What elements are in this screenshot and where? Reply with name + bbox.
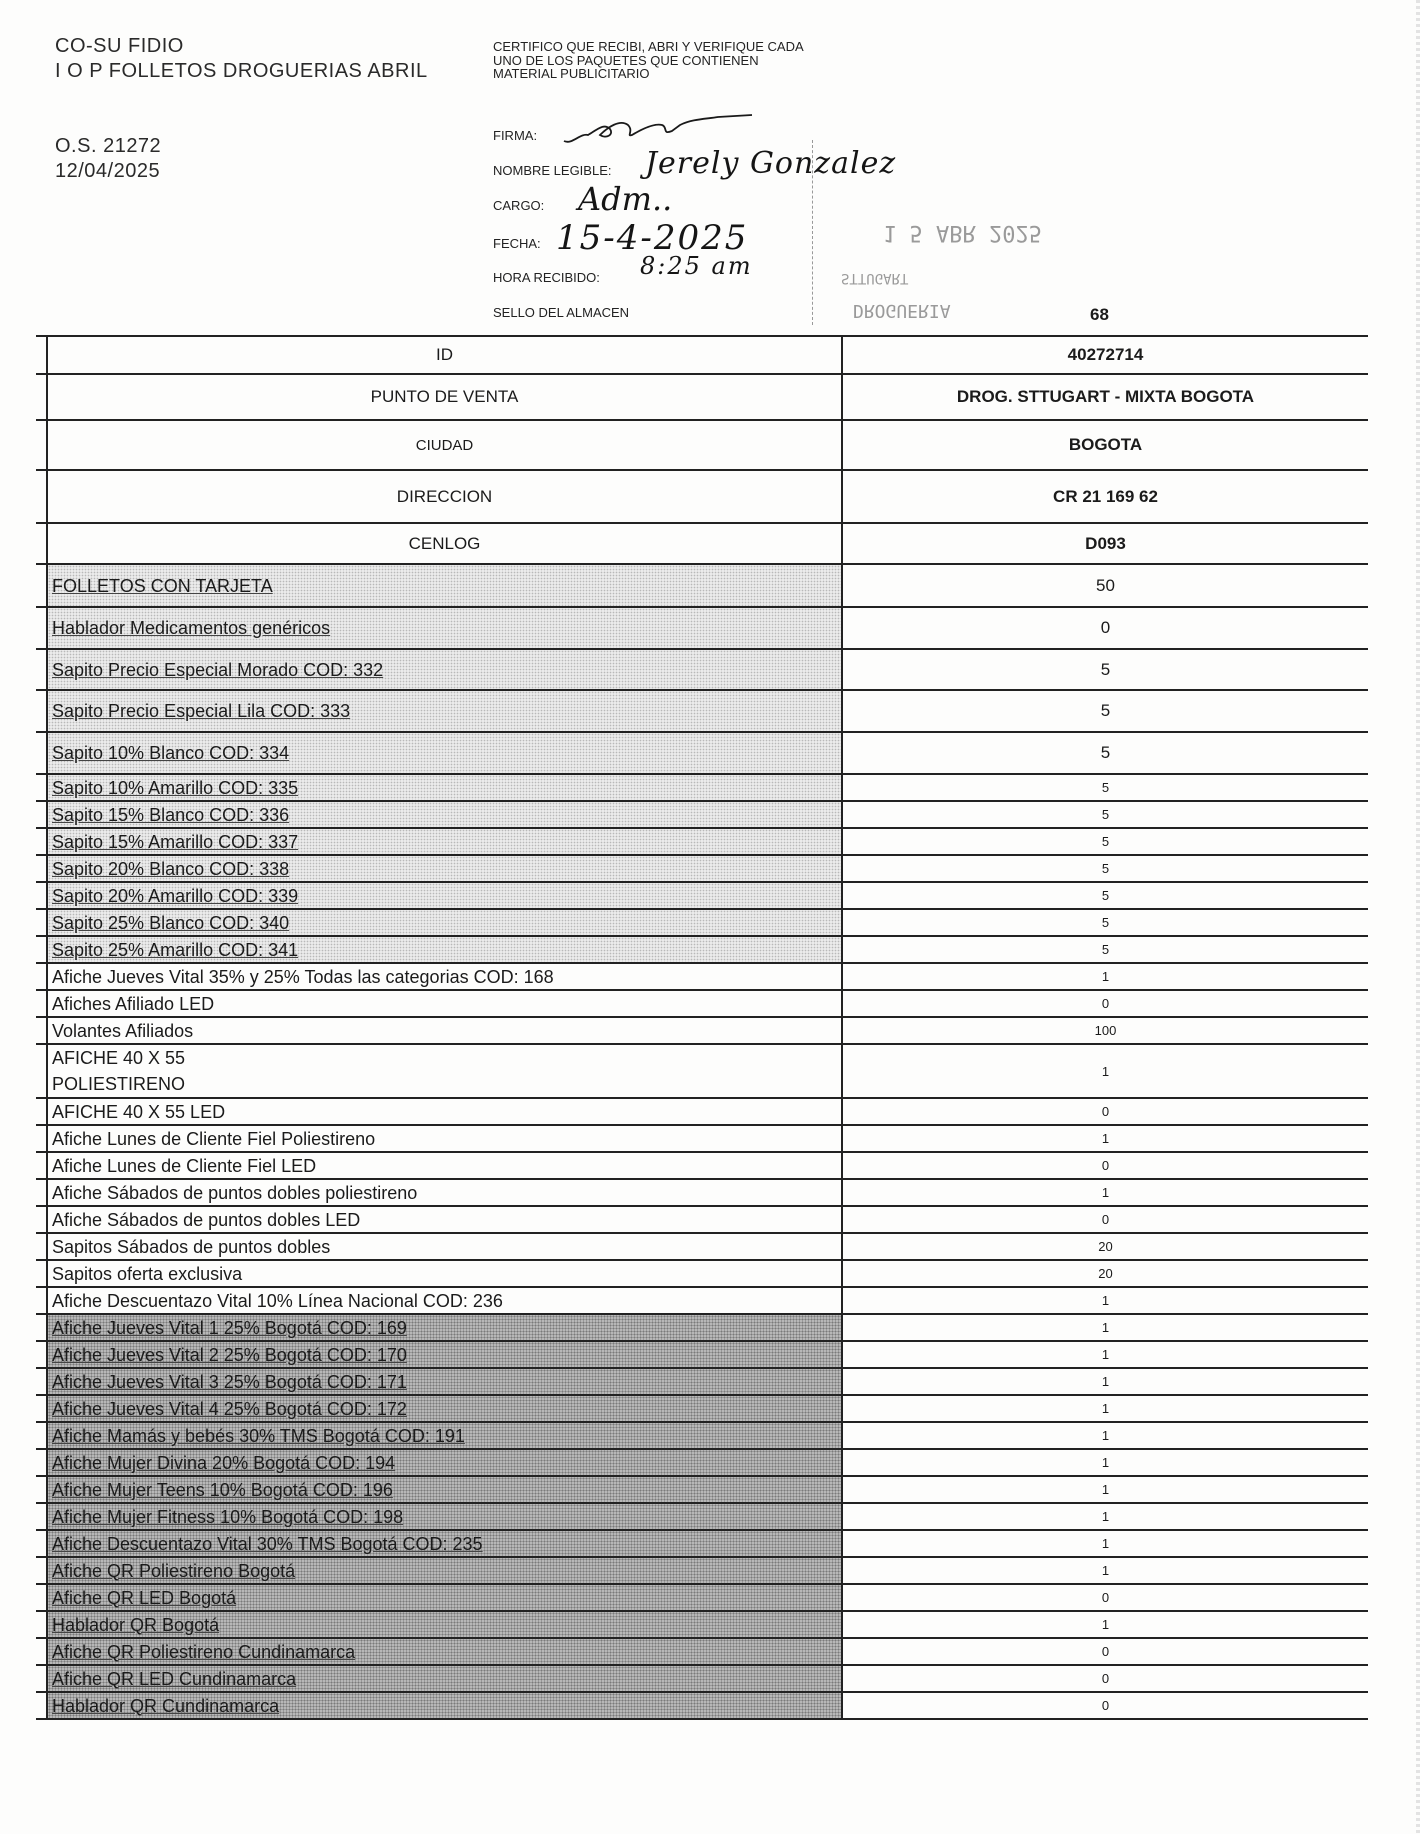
item-label: Sapitos Sábados de puntos dobles — [46, 1234, 843, 1259]
item-row — [36, 1666, 1368, 1693]
item-row — [36, 1477, 1368, 1504]
item-quantity: 0 — [1101, 996, 1110, 1011]
item-row — [36, 1558, 1368, 1585]
stamp-date: 1 5 ABR 2025 — [883, 220, 1042, 245]
item-row — [36, 691, 1368, 733]
item-row — [36, 910, 1368, 937]
item-row — [36, 1261, 1368, 1288]
item-label: FOLLETOS CON TARJETA — [46, 565, 843, 606]
item-quantity: 5 — [1101, 942, 1110, 957]
item-label: Afiche QR LED Bogotá — [46, 1585, 843, 1610]
item-row — [36, 650, 1368, 691]
header-block — [55, 34, 428, 184]
store-stamp — [812, 140, 1113, 325]
item-row — [36, 1342, 1368, 1369]
item-label: Afiche Descuentazo Vital 30% TMS Bogotá COD: 235 — [46, 1531, 843, 1556]
item-label: Afiche Jueves Vital 2 25% Bogotá COD: 170 — [46, 1342, 843, 1367]
item-quantity: 5 — [1100, 743, 1111, 762]
hora-label: HORA RECIBIDO: — [493, 270, 600, 285]
header-line-2: I O P FOLLETOS DROGUERIAS ABRIL — [55, 60, 428, 82]
item-quantity: 1 — [1101, 1401, 1110, 1416]
item-quantity: 0 — [1101, 1212, 1110, 1227]
item-quantity: 1 — [1101, 1347, 1110, 1362]
scan-edge — [1416, 0, 1420, 1834]
nombre-label: NOMBRE LEGIBLE: — [493, 163, 612, 178]
item-quantity: 0 — [1101, 1698, 1110, 1713]
item-label: Sapito 20% Amarillo COD: 339 — [46, 883, 843, 908]
item-row — [36, 775, 1368, 802]
item-quantity: 1 — [1101, 1185, 1110, 1200]
item-quantity: 5 — [1101, 861, 1110, 876]
box-number: 68 — [1090, 305, 1109, 324]
item-quantity: 1 — [1101, 1131, 1110, 1146]
item-quantity: 1 — [1101, 1509, 1110, 1524]
item-row — [36, 1207, 1368, 1234]
item-quantity: 5 — [1101, 834, 1110, 849]
item-label: Afiche Jueves Vital 3 25% Bogotá COD: 171 — [46, 1369, 843, 1394]
delivery-table — [36, 335, 1368, 1720]
signature-image — [558, 105, 758, 150]
item-quantity: 0 — [1101, 1158, 1110, 1173]
info-value: BOGOTA — [1068, 435, 1143, 454]
fecha-handwritten: 15-4-2025 — [556, 218, 749, 258]
item-quantity: 1 — [1101, 1063, 1110, 1079]
item-row — [36, 1288, 1368, 1315]
item-label: Sapito 25% Blanco COD: 340 — [46, 910, 843, 935]
item-quantity: 0 — [1101, 1590, 1110, 1605]
info-label: PUNTO DE VENTA — [46, 375, 843, 419]
item-label: Afiche Mujer Divina 20% Bogotá COD: 194 — [46, 1450, 843, 1475]
item-row — [36, 1126, 1368, 1153]
item-quantity: 1 — [1101, 1320, 1110, 1335]
stamp-line-2: DROGUERIA — [853, 300, 951, 321]
item-row — [36, 883, 1368, 910]
item-row — [36, 1504, 1368, 1531]
info-label: DIRECCION — [46, 471, 843, 522]
item-quantity: 1 — [1101, 1536, 1110, 1551]
item-label: Sapito 25% Amarillo COD: 341 — [46, 937, 843, 962]
item-quantity: 1 — [1101, 1563, 1110, 1578]
item-row — [36, 1315, 1368, 1342]
item-label: Afiche Jueves Vital 4 25% Bogotá COD: 172 — [46, 1396, 843, 1421]
item-label: Sapitos oferta exclusiva — [46, 1261, 843, 1286]
item-row — [36, 964, 1368, 991]
info-row — [36, 335, 1368, 375]
cargo-handwritten: Adm.. — [578, 180, 673, 218]
info-row — [36, 421, 1368, 471]
item-quantity: 1 — [1101, 1428, 1110, 1443]
item-row — [36, 1180, 1368, 1207]
item-label: AFICHE 40 X 55 LED — [46, 1099, 843, 1124]
info-value: DROG. STTUGART - MIXTA BOGOTA — [956, 387, 1255, 406]
item-label: Afiche QR LED Cundinamarca — [46, 1666, 843, 1691]
item-row — [36, 1153, 1368, 1180]
header-line-1: CO-SU FIDIO — [55, 35, 184, 57]
item-row — [36, 1639, 1368, 1666]
sello-label: SELLO DEL ALMACEN — [493, 305, 630, 320]
item-row — [36, 1234, 1368, 1261]
item-quantity: 5 — [1101, 888, 1110, 903]
item-quantity: 5 — [1100, 701, 1111, 720]
item-label: Afiche Lunes de Cliente Fiel Poliestireno — [46, 1126, 843, 1151]
item-label: Hablador Medicamentos genéricos — [46, 608, 843, 648]
item-row — [36, 1612, 1368, 1639]
item-quantity: 20 — [1098, 1266, 1113, 1281]
item-row — [36, 1693, 1368, 1720]
item-label: Afiche Lunes de Cliente Fiel LED — [46, 1153, 843, 1178]
nombre-handwritten: Jerely Gonzalez — [645, 146, 897, 181]
item-label: Sapito 20% Blanco COD: 338 — [46, 856, 843, 881]
item-quantity: 1 — [1101, 1617, 1110, 1632]
item-quantity: 0 — [1101, 1104, 1110, 1119]
item-row — [36, 1531, 1368, 1558]
item-row — [36, 829, 1368, 856]
item-quantity: 1 — [1101, 1455, 1110, 1470]
item-label: Afiche Mujer Fitness 10% Bogotá COD: 198 — [46, 1504, 843, 1529]
item-row — [36, 1018, 1368, 1045]
item-quantity: 100 — [1094, 1023, 1117, 1038]
item-label: Afiche Sábados de puntos dobles poliestireno — [46, 1180, 843, 1205]
item-row — [36, 733, 1368, 775]
info-row — [36, 471, 1368, 524]
info-row — [36, 524, 1368, 565]
header-date: 12/04/2025 — [55, 160, 161, 182]
fecha-label: FECHA: — [493, 236, 541, 251]
item-quantity: 0 — [1100, 618, 1111, 637]
item-label: Sapito Precio Especial Morado COD: 332 — [46, 650, 843, 689]
info-label: ID — [46, 337, 843, 373]
hora-handwritten: 8:25 am — [640, 252, 753, 280]
stamp-line-1: STTUGART — [841, 270, 909, 286]
item-label: Sapito 10% Amarillo COD: 335 — [46, 775, 843, 800]
item-quantity: 0 — [1101, 1671, 1110, 1686]
item-quantity: 1 — [1101, 1482, 1110, 1497]
item-label: Afiche Jueves Vital 1 25% Bogotá COD: 169 — [46, 1315, 843, 1340]
item-quantity: 5 — [1101, 915, 1110, 930]
item-quantity: 1 — [1101, 1374, 1110, 1389]
firma-label: FIRMA: — [493, 128, 538, 143]
item-row — [36, 1450, 1368, 1477]
item-label: Afiche Mujer Teens 10% Bogotá COD: 196 — [46, 1477, 843, 1502]
info-label: CENLOG — [46, 524, 843, 563]
item-label: Afiche Descuentazo Vital 10% Línea Nacional COD: 236 — [46, 1288, 843, 1313]
item-row — [36, 991, 1368, 1018]
info-row — [36, 375, 1368, 421]
item-row — [36, 565, 1368, 608]
item-label: Afiche QR Poliestireno Cundinamarca — [46, 1639, 843, 1664]
item-row — [36, 937, 1368, 964]
item-quantity: 20 — [1098, 1239, 1113, 1254]
item-row — [36, 802, 1368, 829]
item-quantity: 50 — [1096, 575, 1115, 595]
item-label: Sapito 10% Blanco COD: 334 — [46, 733, 843, 773]
item-row — [36, 856, 1368, 883]
item-row — [36, 608, 1368, 650]
item-quantity: 1 — [1101, 969, 1110, 984]
item-label: Hablador QR Cundinamarca — [46, 1693, 843, 1718]
certificate-text: CERTIFICO QUE RECIBI, ABRI Y VERIFIQUE CADA UNO DE LOS PAQUETES QUE CONTIENEN MATERIAL PUBLICITARIO — [493, 39, 803, 81]
info-label: CIUDAD — [46, 421, 843, 469]
item-quantity: 0 — [1101, 1644, 1110, 1659]
item-label: Afiche QR Poliestireno Bogotá — [46, 1558, 843, 1583]
order-number: O.S. 21272 — [55, 135, 162, 157]
item-label: Sapito 15% Amarillo COD: 337 — [46, 829, 843, 854]
item-row — [36, 1423, 1368, 1450]
cargo-label: CARGO: — [493, 198, 545, 213]
item-label: Afiche Jueves Vital 35% y 25% Todas las categorias COD: 168 — [46, 964, 843, 989]
item-label: Afiche Mamás y bebés 30% TMS Bogotá COD: 191 — [46, 1423, 843, 1448]
item-quantity: 5 — [1101, 780, 1110, 795]
item-label: Afiche Sábados de puntos dobles LED — [46, 1207, 843, 1232]
item-row — [36, 1045, 1368, 1099]
item-label: Volantes Afiliados — [46, 1018, 843, 1043]
item-quantity: 1 — [1101, 1293, 1110, 1308]
item-label: Sapito Precio Especial Lila COD: 333 — [46, 691, 843, 731]
item-row — [36, 1396, 1368, 1423]
info-value: D093 — [1085, 533, 1126, 553]
item-label: Afiches Afiliado LED — [46, 991, 843, 1016]
info-value: CR 21 169 62 — [1053, 486, 1158, 506]
info-value: 40272714 — [1067, 345, 1144, 364]
item-label: AFICHE 40 X 55 POLIESTIRENO — [46, 1045, 843, 1097]
item-row — [36, 1099, 1368, 1126]
item-quantity: 5 — [1100, 659, 1111, 679]
item-row — [36, 1369, 1368, 1396]
item-quantity: 5 — [1101, 807, 1110, 822]
item-label: Sapito 15% Blanco COD: 336 — [46, 802, 843, 827]
item-row — [36, 1585, 1368, 1612]
item-label: Hablador QR Bogotá — [46, 1612, 843, 1637]
